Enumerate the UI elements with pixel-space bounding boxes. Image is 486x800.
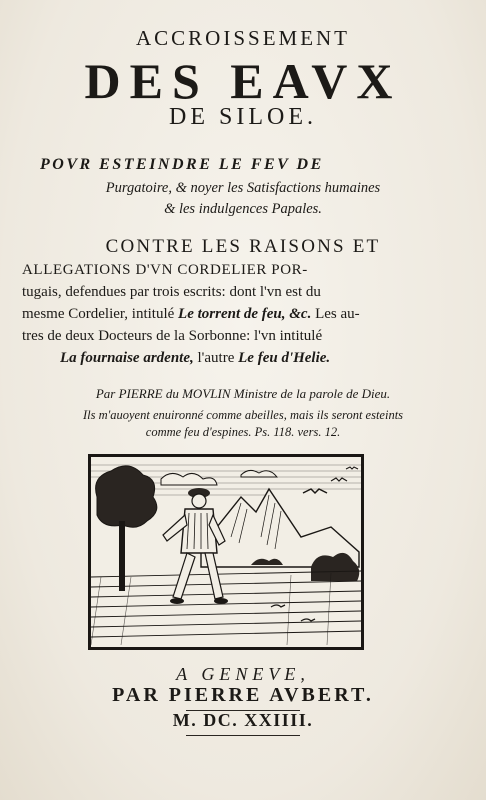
bird-shape	[331, 478, 347, 481]
purpose-line-3: & les indulgences Papales.	[164, 201, 322, 217]
book-title-torrent: Le torrent de feu, &c.	[178, 306, 312, 322]
contre-line-1: CONTRE LES RAISONS ET	[105, 236, 381, 257]
tree-trunk	[119, 521, 125, 591]
contre-line-5: tres de deux Docteurs de la Sorbonne: l'vn intitulé	[22, 328, 323, 344]
contre-line-3: tugais, defendues par trois escrits: dont l'vn est du	[22, 284, 321, 300]
title-line-2: DES EAVX	[84, 53, 402, 109]
contre-line-4-end: Les au-	[311, 306, 360, 322]
contre-line-4-text: mesme Cordelier, intitulé	[22, 306, 179, 322]
woodcut-sower-illustration	[88, 454, 364, 650]
cloud-shape	[161, 473, 217, 485]
title-line-3: DE SILOE.	[169, 104, 317, 130]
imprint-year: M. DC. XXIIII.	[172, 710, 314, 730]
year-rule-bottom	[186, 735, 300, 736]
title-line-1: ACCROISSEMENT	[135, 26, 351, 50]
epigraph-line-1: Ils m'auoyent enuironné comme abeilles, mais ils seront esteints	[82, 408, 404, 422]
contre-line-2: ALLEGATIONS D'VN CORDELIER POR-	[22, 262, 308, 278]
imprint-city: A GENEVE,	[176, 664, 310, 684]
contre-line-6	[60, 350, 440, 367]
ground-bird	[271, 605, 285, 607]
epigraph-line-2: comme feu d'espines. Ps. 118. vers. 12.	[145, 425, 341, 439]
contre-line-6-mid: l'autre	[193, 350, 239, 366]
contre-line-4	[22, 306, 452, 323]
cloud-shape	[241, 470, 277, 477]
tree-foliage	[96, 466, 157, 527]
author-line: Par PIERRE du MOVLIN Ministre de la parole de Dieu.	[95, 386, 391, 401]
purpose-line-1: POVR ESTEINDRE LE FEV DE	[40, 156, 324, 173]
imprint-printer: PAR PIERRE AVBERT.	[112, 684, 374, 706]
ground-bird	[301, 619, 315, 621]
purpose-line-2: Purgatoire, & noyer les Satisfactions humaines	[105, 180, 381, 196]
bird-shape	[303, 489, 327, 493]
book-title-fournaise: La fournaise ardente,	[60, 350, 194, 366]
woodcut-svg	[91, 457, 361, 647]
book-title-helie: Le feu d'Helie.	[238, 350, 331, 366]
bird-shape	[346, 467, 358, 469]
